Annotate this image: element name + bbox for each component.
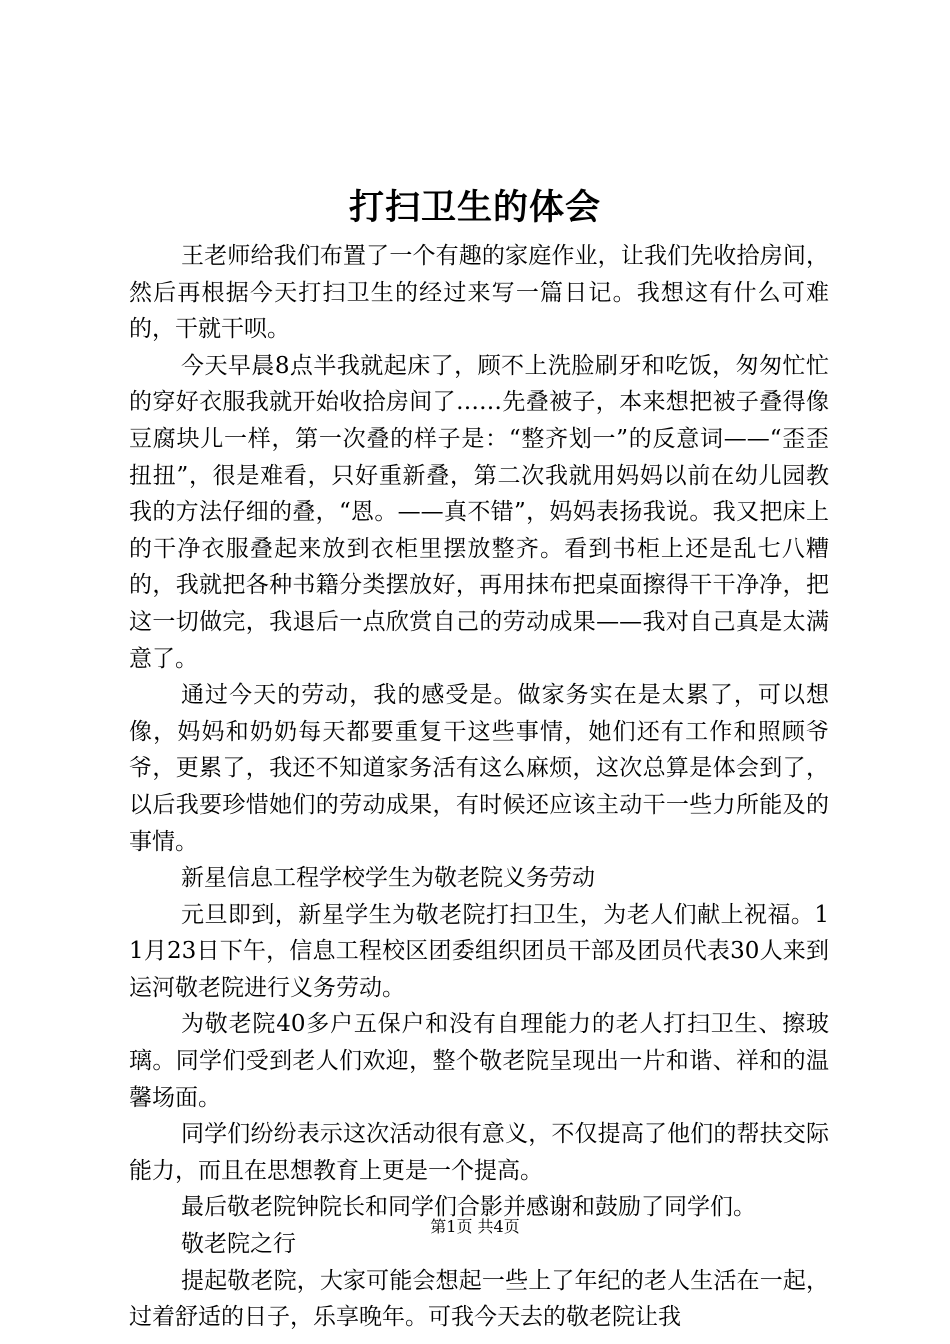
paragraph: 同学们纷纷表示这次活动很有意义，不仅提高了他们的帮扶交际能力，而且在思想教育上更是一个提高。	[129, 1121, 829, 1184]
paragraph: 提起敬老院，大家可能会想起一些上了年纪的老人生活在一起，过着舒适的日子，乐享晚年。可我今天去的敬老院让我	[129, 1267, 829, 1331]
paragraph: 为敬老院40多户五保户和没有自理能力的老人打扫卫生、擦玻璃。同学们受到老人们欢迎，整个敬老院呈现出一片和谐、祥和的温馨场面。	[129, 1011, 829, 1111]
document-title: 打扫卫生的体会	[348, 187, 601, 228]
section-heading: 敬老院之行	[181, 1231, 296, 1258]
page-footer: 第1页 共4页	[430, 1217, 520, 1236]
paragraph: 最后敬老院钟院长和同学们合影并感谢和鼓励了同学们。	[181, 1194, 756, 1221]
section-heading: 新星信息工程学校学生为敬老院义务劳动	[181, 865, 595, 892]
paragraph: 元旦即到，新星学生为敬老院打扫卫生，为老人们献上祝福。11月23日下午，信息工程校区团委组织团员干部及团员代表30人来到运河敬老院进行义务劳动。	[129, 901, 829, 1001]
document-body	[129, 238, 829, 1336]
paragraph: 今天早晨8点半我就起床了，顾不上洗脸刷牙和吃饭，匆匆忙忙的穿好衣服我就开始收拾房间了……先叠被子，本来想把被子叠得像豆腐块儿一样，第一次叠的样子是：“整齐划一”的反意词——“歪歪扭扭”，很是难看，只好重新叠，第二次我就用妈妈以前在幼儿园教我的方法仔细的叠，“恩。——真不错”，妈妈表扬我说。我又把床上的干净衣服叠起来放到衣柜里摆放整齐。看到书柜上还是乱七八糟的，我就把各种书籍分类摆放好，再用抹布把桌面擦得干干净净，把这一切做完，我退后一点欣赏自己的劳动成果——我对自己真是太满意了。	[129, 352, 829, 672]
paragraph: 通过今天的劳动，我的感受是。做家务实在是太累了，可以想像，妈妈和奶奶每天都要重复干这些事情，她们还有工作和照顾爷爷，更累了，我还不知道家务活有这么麻烦，这次总算是体会到了，以后我要珍惜她们的劳动成果，有时候还应该主动干一些力所能及的事情。	[129, 682, 829, 855]
paragraph: 王老师给我们布置了一个有趣的家庭作业，让我们先收拾房间，然后再根据今天打扫卫生的经过来写一篇日记。我想这有什么可难的，干就干呗。	[129, 243, 829, 343]
